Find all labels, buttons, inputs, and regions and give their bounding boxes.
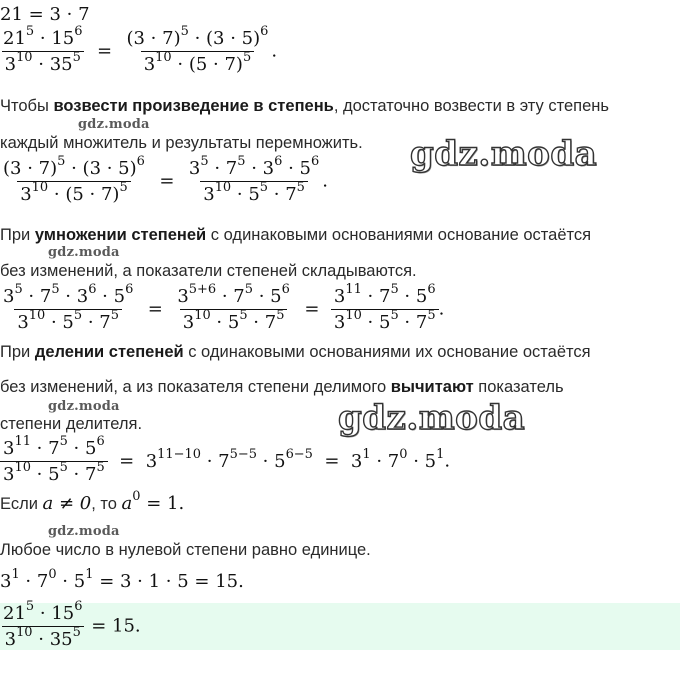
- eq1-a: 3: [49, 4, 61, 25]
- exp: 5: [390, 308, 399, 324]
- watermark-dot: .: [478, 134, 491, 174]
- base: (5 · 7): [65, 184, 120, 205]
- base: 3: [4, 54, 17, 75]
- equation-substitution: [0, 24, 278, 75]
- watermark-part: moda: [490, 134, 598, 174]
- base: 3: [17, 312, 29, 333]
- base: 3: [333, 286, 346, 307]
- base: a: [121, 493, 133, 514]
- base: 5: [415, 286, 428, 307]
- fraction-1: [0, 282, 136, 333]
- base: 15: [51, 28, 75, 49]
- exp: 6: [260, 24, 269, 40]
- exp: 5: [259, 180, 269, 196]
- exp: 10: [16, 625, 33, 641]
- exp: 10: [16, 50, 33, 66]
- exp: 10: [345, 308, 362, 324]
- numerator: $(3 \cdot 7)^5 \cdot (3 \cdot 5)^6$: [126, 24, 269, 49]
- equals-sign: =: [142, 298, 169, 320]
- denominator: $3^{10} \cdot 35^5$: [2, 626, 84, 650]
- exp: 11: [14, 434, 31, 450]
- text-bold: умножении степеней: [34, 226, 207, 244]
- answer-rhs: = 15.: [91, 615, 141, 637]
- equation-expand-powers: [0, 154, 328, 205]
- exp: 5: [119, 180, 128, 196]
- rule-divide-powers-line3: степени делителя.: [0, 415, 143, 433]
- exp: 5: [73, 308, 83, 324]
- exp: 0: [399, 446, 408, 462]
- exp: 5: [390, 282, 399, 298]
- fraction-left: [0, 24, 85, 75]
- base: 5: [424, 450, 437, 472]
- exp: 6: [427, 282, 436, 298]
- watermark-part: moda: [418, 398, 526, 438]
- exp: 10: [28, 308, 46, 324]
- fraction-right: [186, 154, 322, 205]
- text-post: показатель: [473, 378, 564, 396]
- equation-21-factor: [0, 4, 90, 25]
- numerator: $(3 \cdot 7)^5 \cdot (3 \cdot 5)^6$: [3, 154, 145, 179]
- denominator: $3^{10} \cdot 5^5 \cdot 7^5$: [331, 309, 439, 333]
- base: (3 · 7): [3, 158, 58, 179]
- base: 7: [233, 286, 245, 307]
- exp: 6: [74, 24, 83, 40]
- base: 5: [378, 312, 391, 333]
- fraction: [0, 599, 85, 650]
- exp: 1: [436, 446, 445, 462]
- exp: 0: [48, 567, 57, 583]
- text-post: с одинаковыми основаниями их основание остаётся: [183, 343, 591, 361]
- answer-equation: [0, 599, 141, 650]
- base: 3: [3, 286, 15, 307]
- exp: 5: [59, 460, 68, 476]
- equals-sign: =: [91, 40, 118, 62]
- fraction: [0, 434, 108, 485]
- base: 7: [218, 450, 230, 472]
- exp: 6: [125, 282, 134, 298]
- base: 35: [49, 629, 73, 650]
- text-bold: возвести произведение в степень: [53, 97, 334, 115]
- base: 5: [248, 184, 260, 205]
- base: 15: [51, 603, 75, 624]
- exp: 6−5: [285, 446, 313, 462]
- equation-subtract-exponents: [0, 434, 451, 485]
- base: 5: [274, 450, 286, 472]
- equals-sign: =: [113, 450, 140, 472]
- base: (3 · 5): [206, 28, 261, 49]
- base: 3: [4, 629, 17, 650]
- exp: 5: [237, 154, 246, 170]
- exp: 5: [25, 24, 35, 40]
- base: 7: [36, 571, 49, 592]
- period: .: [438, 298, 445, 320]
- base: 3: [145, 450, 158, 472]
- exp: 5: [276, 308, 285, 324]
- watermark-small: gdz.moda: [78, 117, 150, 132]
- base: 3: [188, 158, 201, 179]
- answer-box: [0, 599, 680, 650]
- exp: 6: [74, 599, 83, 615]
- base: 7: [39, 286, 52, 307]
- base: 5: [62, 312, 74, 333]
- base: 5: [227, 312, 240, 333]
- base: 7: [48, 438, 60, 459]
- rule-multiply-powers: [0, 226, 591, 245]
- text-mid: , то: [91, 495, 122, 513]
- result-1: $3^{11-10} \cdot 7^{5-5} \cdot 5^{6-5}$: [145, 446, 313, 472]
- text-pre: При: [0, 226, 35, 244]
- eq1-lhs: 21: [0, 4, 23, 25]
- numerator: $21^5 \cdot 15^6$: [3, 599, 83, 624]
- base: 7: [99, 312, 111, 333]
- base: 3: [182, 312, 195, 333]
- numerator: $3^5 \cdot 7^5 \cdot 3^6 \cdot 5^6$: [3, 282, 134, 307]
- base: 3: [3, 438, 15, 459]
- denominator: $3^{10} \cdot 5^5 \cdot 7^5$: [14, 309, 122, 333]
- base: 3: [20, 184, 32, 205]
- zero-power-result: [121, 489, 185, 514]
- exp: 5−5: [229, 446, 257, 462]
- denominator: $3^{10} \cdot 35^5$: [2, 51, 84, 75]
- exp: 5: [72, 50, 81, 66]
- rule-multiply-powers-line2: без изменений, а показатели степеней складываются.: [0, 262, 417, 280]
- exp: 5+6: [188, 282, 217, 298]
- exp: 5: [59, 434, 68, 450]
- base: 7: [285, 184, 297, 205]
- exp: 10: [155, 50, 172, 66]
- numerator: $3^{11} \cdot 7^5 \cdot 5^6$: [3, 434, 105, 459]
- base: 7: [415, 312, 428, 333]
- rule-divide-powers-line2: [0, 378, 564, 397]
- fraction-right: [123, 24, 271, 75]
- exp: 5: [57, 154, 66, 170]
- numerator: $21^5 \cdot 15^6$: [3, 24, 83, 49]
- denominator: $3^{10} \cdot (5 \cdot 7)^5$: [17, 181, 130, 205]
- exp: 5: [427, 308, 436, 324]
- rule-power-of-product-line2: каждый множитель и результаты перемножить.: [0, 134, 363, 152]
- exp: 1: [362, 446, 371, 462]
- base: (3 · 7): [126, 28, 181, 49]
- rhs: = 3 · 1 · 5 = 15.: [99, 571, 244, 592]
- watermark-part: gdz: [410, 134, 479, 174]
- rule-power-of-product: [0, 97, 609, 116]
- exp: 5: [242, 50, 252, 66]
- watermark-small: gdz.moda: [48, 245, 120, 260]
- denominator: $3^{10} \cdot 5^5 \cdot 7^5$: [200, 181, 308, 205]
- base: 5: [48, 464, 60, 485]
- denominator: $3^{10} \cdot 5^5 \cdot 7^5$: [0, 461, 108, 485]
- exp: 5: [180, 24, 189, 40]
- exp: 5: [72, 625, 81, 641]
- base: 3: [177, 286, 189, 307]
- base: 7: [378, 286, 391, 307]
- result-2: $3^1 \cdot 7^0 \cdot 5^1$: [350, 446, 445, 472]
- base: 3: [76, 286, 89, 307]
- exp: 5: [200, 154, 209, 170]
- exp: 5: [296, 180, 305, 196]
- numerator: $3^{5+6} \cdot 7^5 \cdot 5^6$: [177, 282, 290, 307]
- text-pre: Если: [0, 495, 43, 513]
- base: 5: [73, 571, 86, 592]
- watermark-big: [338, 398, 525, 438]
- exp: 11: [345, 282, 362, 298]
- equals-sign: =: [318, 450, 346, 472]
- exp: 5: [239, 308, 248, 324]
- text-pre: При: [0, 343, 35, 361]
- base: 5: [299, 158, 311, 179]
- base: 7: [84, 464, 97, 485]
- fraction-2: [174, 282, 293, 333]
- equation-final-product: $3^1 \cdot 7^0 \cdot 5^1 = 3 \cdot 1 \cdot 5 = 15$.: [0, 567, 244, 592]
- base: 3: [333, 312, 346, 333]
- condition: a ≠ 0: [42, 493, 92, 514]
- rule-zero-power: Любое число в нулевой степени равно единице.: [0, 541, 371, 559]
- watermark-big: [410, 134, 597, 174]
- base: 3: [262, 158, 275, 179]
- exp: 10: [14, 460, 31, 476]
- exp: 10: [194, 308, 211, 324]
- text-post: с одинаковыми основаниями основание остаётся: [206, 226, 592, 244]
- fraction-3: [331, 282, 439, 333]
- eq1-equals: =: [28, 4, 44, 25]
- exp: 5: [244, 282, 253, 298]
- exp: 0: [132, 489, 141, 505]
- text-bold: делении степеней: [34, 343, 184, 361]
- base: 3: [0, 571, 12, 592]
- numerator: $3^{11} \cdot 7^5 \cdot 5^6$: [333, 282, 436, 307]
- exp: 11−10: [157, 446, 201, 462]
- equals-sign: =: [298, 298, 326, 320]
- base: 7: [225, 158, 238, 179]
- text-post: , достаточно возвести в эту степень: [333, 97, 609, 115]
- period: .: [444, 450, 451, 472]
- numerator: $3^5 \cdot 7^5 \cdot 3^6 \cdot 5^6$: [188, 154, 320, 179]
- base: 21: [3, 603, 26, 624]
- watermark-small: gdz.moda: [48, 524, 120, 539]
- watermark-small: gdz.moda: [48, 399, 120, 414]
- period: .: [271, 40, 278, 62]
- base: (3 · 5): [82, 158, 137, 179]
- base: 3: [350, 450, 363, 472]
- text-bold: вычитают: [390, 378, 474, 396]
- base: 7: [264, 312, 277, 333]
- exp: 10: [31, 180, 49, 196]
- base: 5: [84, 438, 97, 459]
- base: 3: [143, 54, 156, 75]
- exp: 5: [96, 460, 105, 476]
- watermark-dot: .: [406, 398, 419, 438]
- watermark-part: gdz: [338, 398, 407, 438]
- base: 21: [3, 28, 26, 49]
- exp: 6: [88, 282, 97, 298]
- equals-sign: =: [153, 170, 181, 192]
- exp: 5: [14, 282, 23, 298]
- eq1-b: 7: [78, 4, 90, 25]
- base: 3: [3, 464, 15, 485]
- exp: 5: [51, 282, 60, 298]
- value: = 1.: [146, 493, 185, 514]
- base: 7: [387, 450, 400, 472]
- denominator: $3^{10} \cdot 5^5 \cdot 7^5$: [180, 309, 288, 333]
- exp: 1: [11, 567, 20, 583]
- base: 35: [49, 54, 73, 75]
- exp: 1: [85, 567, 94, 583]
- equation-add-exponents: [0, 282, 445, 333]
- period: .: [322, 170, 328, 192]
- base: 5: [270, 286, 282, 307]
- base: 3: [203, 184, 215, 205]
- exp: 10: [214, 180, 232, 196]
- eq1-dot: ·: [66, 4, 73, 25]
- text-pre: Чтобы: [0, 97, 54, 115]
- denominator: $3^{10} \cdot (5 \cdot 7)^5$: [141, 51, 254, 75]
- exp: 6: [274, 154, 283, 170]
- exp: 6: [96, 434, 105, 450]
- fraction-left: [0, 154, 148, 205]
- base: (5 · 7): [188, 54, 243, 75]
- rule-zero-power-condition: [0, 489, 185, 514]
- exp: 6: [136, 154, 145, 170]
- base: 5: [113, 286, 126, 307]
- exp: 5: [110, 308, 119, 324]
- text-pre: без изменений, а из показателя степени делимого: [0, 378, 391, 396]
- exp: 5: [25, 599, 35, 615]
- exp: 6: [311, 154, 320, 170]
- exp: 6: [281, 282, 290, 298]
- rule-divide-powers: [0, 343, 591, 362]
